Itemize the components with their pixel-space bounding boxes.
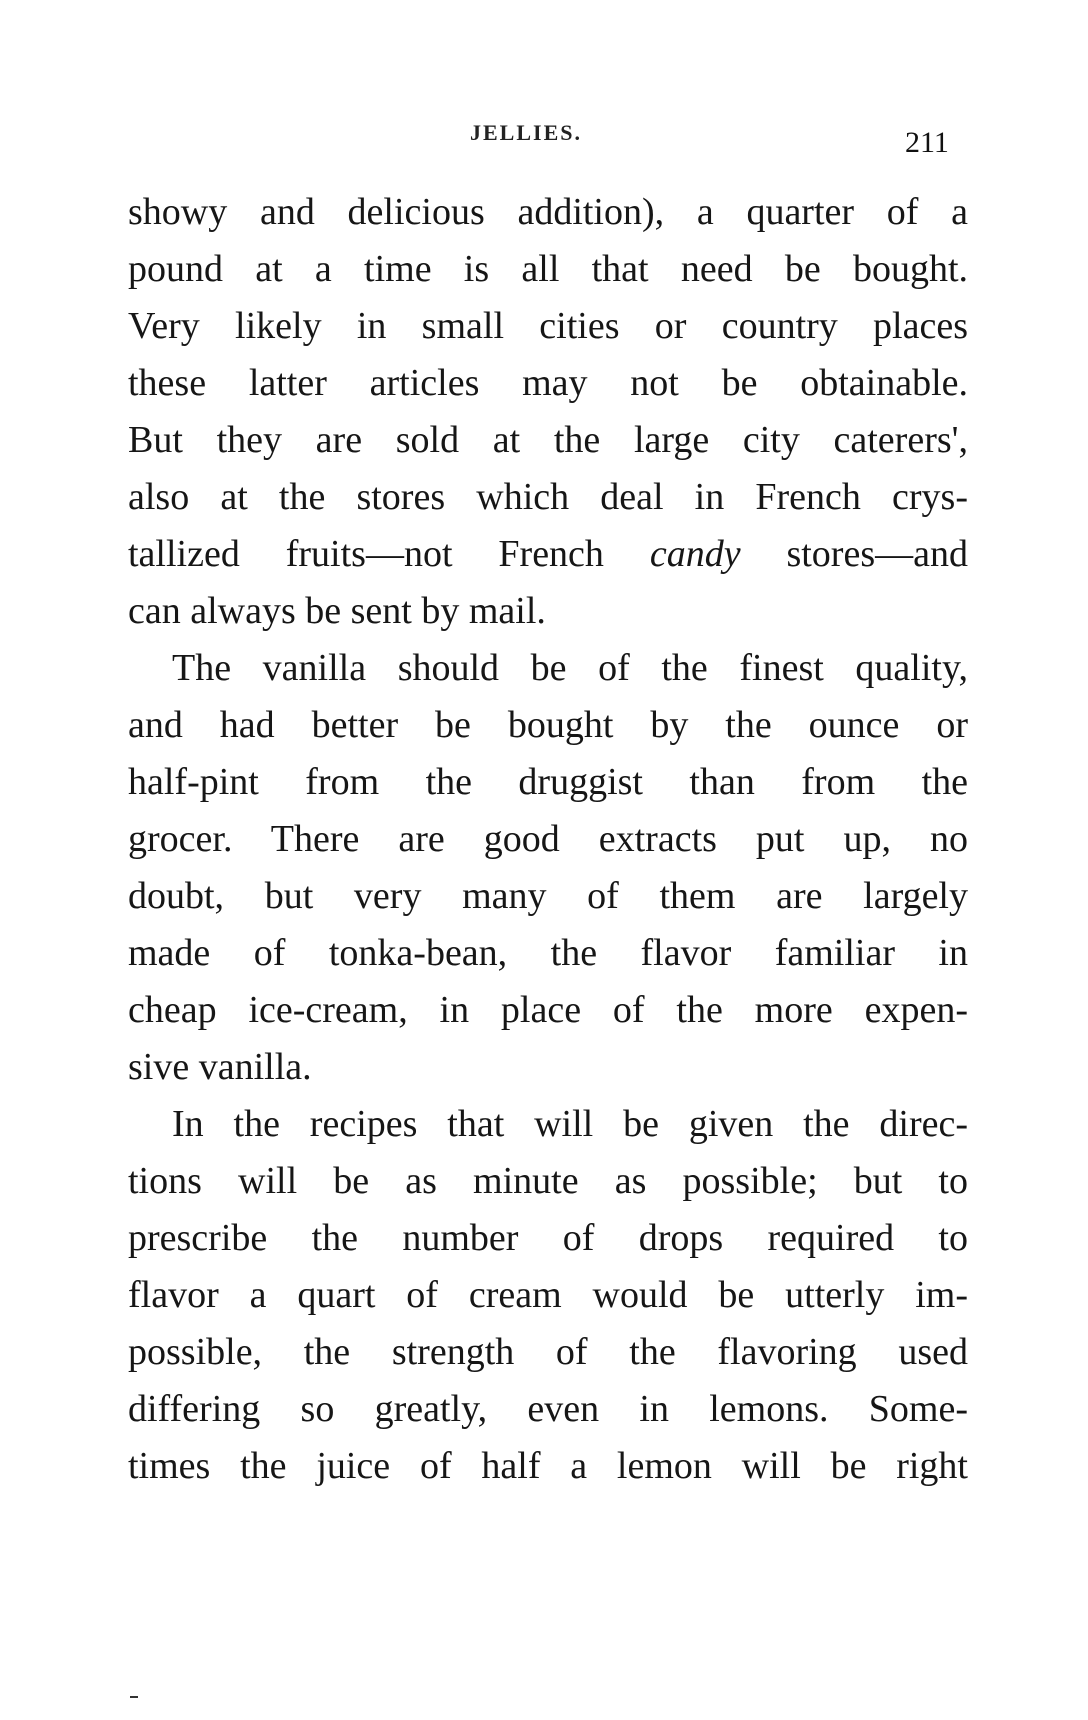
text-line: tions will be as minute as possible; but to bbox=[128, 1160, 968, 1202]
paragraph bbox=[128, 184, 968, 640]
text-line: prescribe the number of drops required to bbox=[128, 1217, 968, 1259]
paragraph bbox=[128, 1096, 968, 1495]
italic-word: candy bbox=[649, 533, 741, 575]
text-line: doubt, but very many of them are largely bbox=[128, 875, 968, 917]
text-line: Very likely in small cities or country places bbox=[128, 305, 968, 347]
text-line: can always be sent by mail. bbox=[128, 590, 546, 632]
body-text bbox=[128, 184, 968, 1495]
text-line: But they are sold at the large city caterers', bbox=[128, 419, 968, 461]
running-title: JELLIES. bbox=[470, 120, 582, 145]
text-line-with-italic: tallized fruits—not French candy stores—and bbox=[128, 533, 968, 575]
text-line: half-pint from the druggist than from the bbox=[128, 761, 968, 803]
text-line: made of tonka-bean, the flavor familiar in bbox=[128, 932, 968, 974]
text-line: grocer. There are good extracts put up, no bbox=[128, 818, 968, 860]
text-line: flavor a quart of cream would be utterly im- bbox=[128, 1274, 968, 1316]
text-line: also at the stores which deal in French crys- bbox=[128, 476, 968, 518]
text-line: these latter articles may not be obtainable. bbox=[128, 362, 968, 404]
text-line: sive vanilla. bbox=[128, 1046, 312, 1088]
text-line: times the juice of half a lemon will be right bbox=[128, 1445, 968, 1487]
running-head bbox=[0, 120, 1088, 160]
text-line: pound at a time is all that need be bought. bbox=[128, 248, 968, 290]
text-line: showy and delicious addition), a quarter of a bbox=[128, 191, 968, 233]
text-line: The vanilla should be of the finest quality, bbox=[172, 647, 968, 689]
text-line: differing so greatly, even in lemons. Some- bbox=[128, 1388, 968, 1430]
text-line: possible, the strength of the flavoring used bbox=[128, 1331, 968, 1373]
text-line: and had better be bought by the ounce or bbox=[128, 704, 968, 746]
text-line: cheap ice-cream, in place of the more expen- bbox=[128, 989, 968, 1031]
print-speck bbox=[130, 1696, 138, 1698]
page-number: 211 bbox=[905, 126, 949, 159]
text-line: In the recipes that will be given the direc- bbox=[172, 1103, 968, 1145]
paragraph bbox=[128, 640, 968, 1096]
